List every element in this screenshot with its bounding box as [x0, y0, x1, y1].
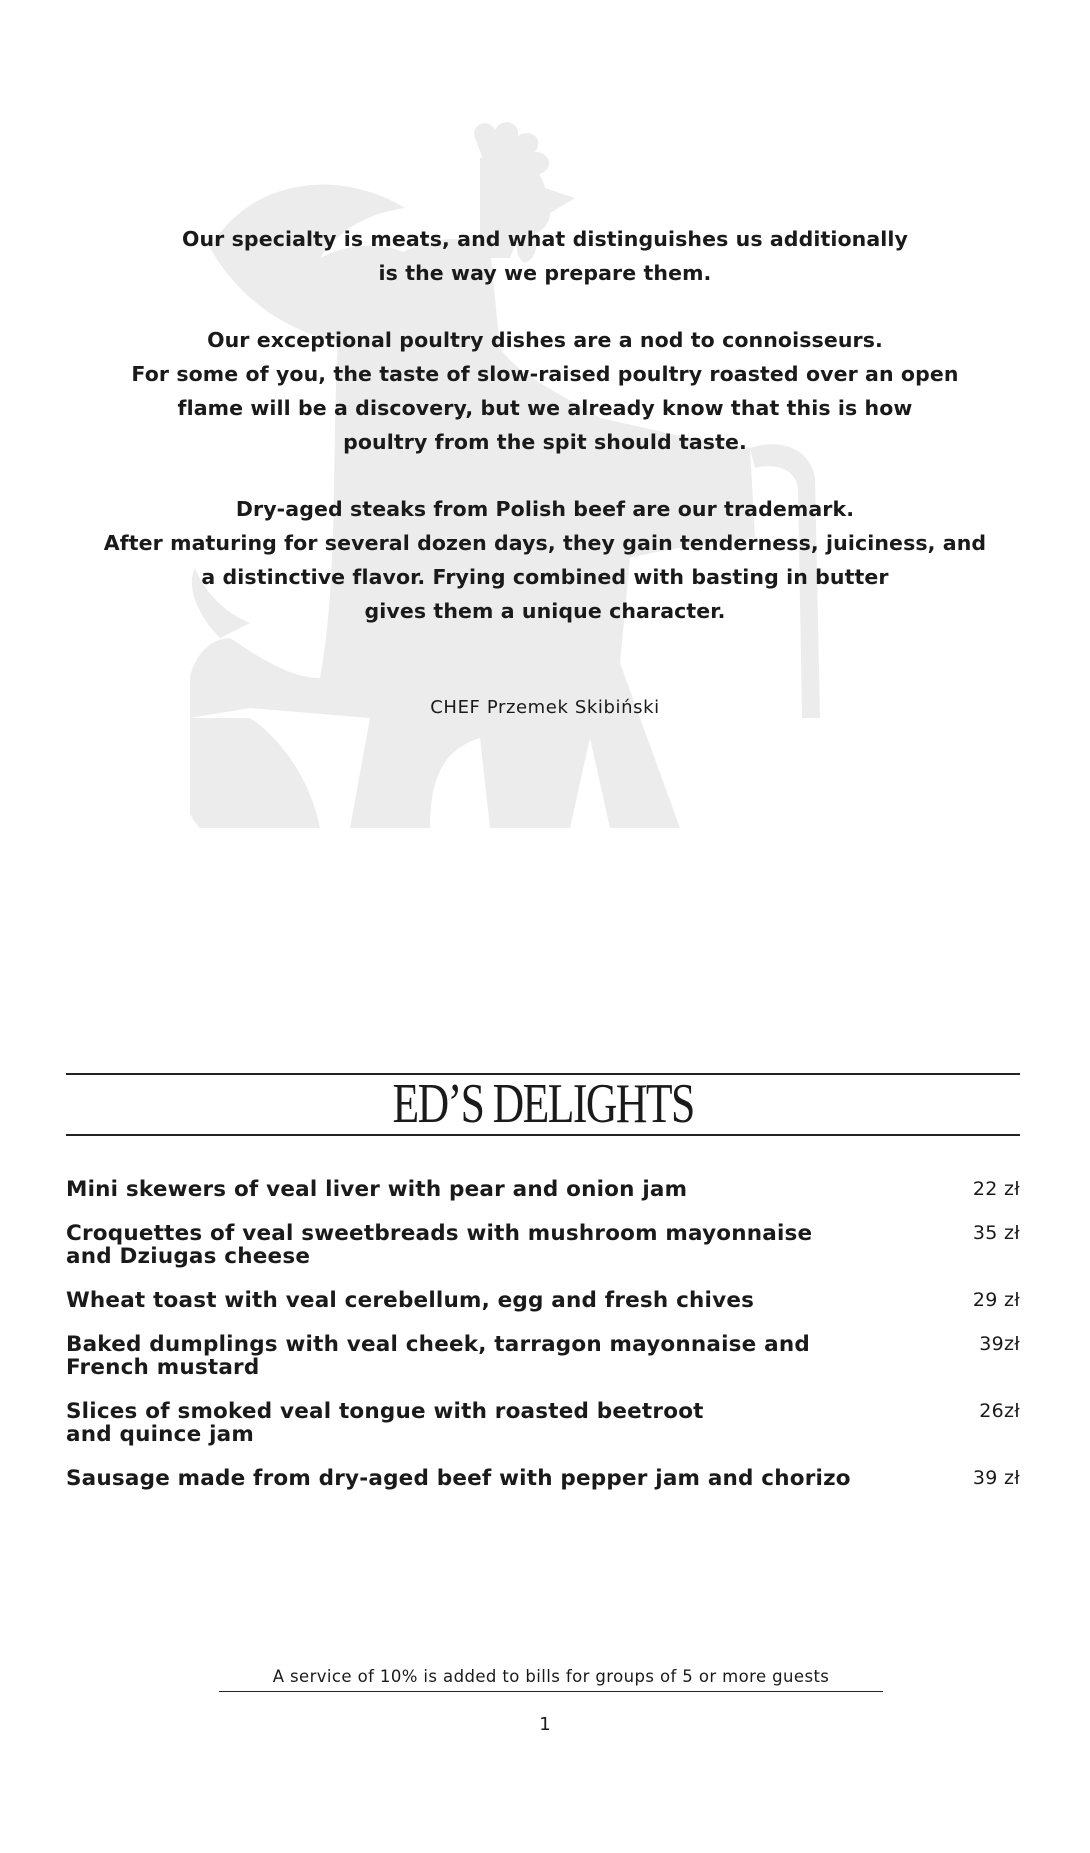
menu-item-price: 22 zł: [972, 1178, 1020, 1200]
menu-item: [66, 1467, 1020, 1490]
menu-item-price: 29 zł: [972, 1289, 1020, 1311]
section-title: [66, 1073, 1020, 1136]
menu-item: [66, 1222, 1020, 1268]
menu-item-name: Baked dumplings with veal cheek, tarragon mayonnaise and French mustard: [66, 1332, 810, 1380]
menu-item: [66, 1178, 1020, 1201]
intro-paragraph-poultry: Our exceptional poultry dishes are a nod to connoisseurs. For some of you, the taste of slow-raised poultry roasted over an open flame will be a discovery, but we already know that this is how poultry from the spit should taste.: [131, 328, 959, 454]
menu-item-name: Croquettes of veal sweetbreads with mushroom mayonnaise and Dziugas cheese: [66, 1221, 813, 1269]
section-title-text: ED’S DELIGHTS: [392, 1073, 694, 1135]
menu-item: [66, 1333, 1020, 1379]
menu-item-name: Sausage made from dry-aged beef with pepper jam and chorizo: [66, 1466, 851, 1491]
service-charge-note: A service of 10% is added to bills for groups of 5 or more guests: [219, 1667, 883, 1692]
menu-item-price: 39 zł: [972, 1467, 1020, 1489]
menu-item-name: Mini skewers of veal liver with pear and onion jam: [66, 1177, 688, 1202]
intro-paragraph-steaks: Dry-aged steaks from Polish beef are our trademark. After maturing for several dozen days, they gain tenderness, juiciness, and a distinctive flavor. Frying combined with basting in butter gives them a unique character.: [103, 497, 987, 623]
menu-list: [66, 1178, 1020, 1511]
menu-item-price: 39zł: [979, 1333, 1020, 1355]
page-number: 1: [539, 1714, 551, 1735]
chef-introduction: [40, 222, 1050, 661]
menu-item-name: Wheat toast with veal cerebellum, egg and fresh chives: [66, 1288, 755, 1313]
menu-item: [66, 1289, 1020, 1312]
chef-signature: CHEF Przemek Skibiński: [430, 697, 660, 718]
menu-item-price: 26zł: [979, 1400, 1020, 1422]
menu-item: [66, 1400, 1020, 1446]
menu-item-price: 35 zł: [972, 1222, 1020, 1244]
intro-paragraph-specialty: Our specialty is meats, and what distinguishes us additionally is the way we prepare them.: [181, 227, 909, 285]
menu-item-name: Slices of smoked veal tongue with roasted beetroot and quince jam: [66, 1399, 704, 1447]
